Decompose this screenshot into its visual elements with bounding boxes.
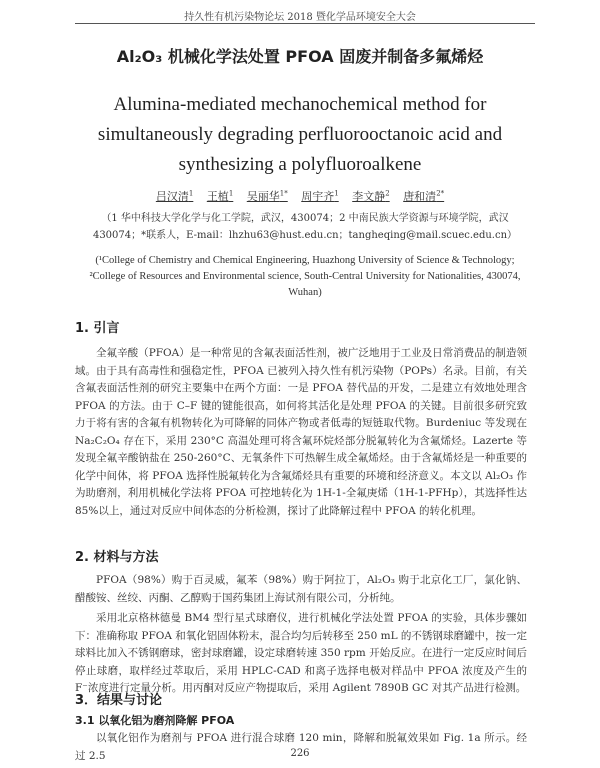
methods-paragraph-2: 采用北京格林德曼 BM4 型行星式球磨仪，进行机械化学法处置 PFOA 的实验，具体步骤如下：准确称取 PFOA 和氧化铝固体粉末，混合均匀后转移至 250 mL 的不锈钢球磨罐中，按一定球料比加入不锈钢磨球，密封球磨罐，设定球磨转速 350 rpm 开始反应。在进行一定反应时间后停止球磨，取样经过萃取后，采用 HPLC-CAD 和离子选择电极对样品中 PFOA 浓度及产生的 F⁻浓度进行定量分析。用丙酮对反应产物提取后，采用 Agilent 7890B GC 对其产品进行检测。 — [75, 612, 527, 694]
running-header: 持久性有机污染物论坛 2018 暨化学品环境安全大会 — [184, 12, 416, 23]
affiliation-line: (¹College of Chemistry and Chemical Engineering, Huazhong University of Science & Technology; — [95, 255, 515, 266]
title-chinese: Al₂O₃ 机械化学法处置 PFOA 固废并制备多氟烯烃 — [116, 47, 484, 66]
author: 唐和清$^{2*}$ — [403, 189, 445, 203]
section-heading-results: 3．结果与讨论 — [75, 693, 163, 708]
title-english — [0, 90, 600, 180]
intro-paragraph: 全氟辛酸（PFOA）是一种常见的含氟表面活性剂，被广泛地用于工业及日常消费品的制造领域。由于具有高毒性和强稳定性，PFOA 已被列入持久性有机污染物（POPs）名录。目前，有关含氟表面活性剂的研究主要集中在两个方面：一是 PFOA 替代品的开发，二是建立有效地处理含 PFOA 的方法。由于 C–F 键的键能很高，如何将其活化是处理 PFOA 的关键。目前很多研究致力于将有害的含氟有机物转化为可降解的同体产物或者低毒的短链取代物。Burdeniuc 等发现在 Na₂C₂O₄ 存在下，采用 230°C 高温处理可将含氟环烷烃部分脱氟转化为含氟烯烃。Lazerte 等发现全氟辛酸钠盐在 250-260°C、无氧条件下可热解生成全氟烯烃。由于含氟烯烃是一种重要的化学中间体，将 PFOA 选择性脱氟转化为含氟烯烃具有重要的环境和经济意义。本文以 Al₂O₃ 作为助磨剂，利用机械化学法将 PFOA 可控地转化为 1H-1-全氟庚烯（1H-1-PFHp），其选择性达 85%以上，通过对反应中间体态的分析检测，探讨了此降解过程中 PFOA 的转化机理。 — [75, 347, 527, 517]
results-paragraph: 以氧化铝作为磨剂与 PFOA 进行混合球磨 120 min，降解和脱氟效果如 Fig. 1a 所示。经过 2.5 — [75, 732, 527, 762]
author: 吴丽华$^{1*}$ — [246, 189, 288, 203]
section-heading-methods: 2. 材料与方法 — [75, 550, 159, 565]
title-english-line: synthesizing a polyfluoroalkene — [178, 154, 422, 175]
section-heading-intro: 1. 引言 — [75, 321, 120, 336]
author-list — [0, 188, 600, 204]
author: 王植$^1$ — [206, 189, 234, 203]
affiliation-line: ²College of Resources and Environmental science, South-Central University for Nationalities, 430074, — [89, 271, 521, 282]
subsection-heading: 3.1 以氧化铝为磨剂降解 PFOA — [75, 714, 235, 727]
author: 吕汉清$^1$ — [155, 189, 194, 203]
affiliation-chinese — [80, 210, 530, 244]
header-rule — [75, 23, 535, 24]
page-number: 226 — [290, 748, 310, 759]
affiliation-english — [75, 253, 535, 301]
affiliation-line: 430074；*联系人，E-mail：lhzhu63@hust.edu.cn；tangheqing@mail.scuec.edu.cn） — [92, 230, 518, 241]
title-english-line: simultaneously degrading perfluorooctanoic acid and — [97, 124, 503, 145]
author: 李文静$^2$ — [352, 189, 390, 203]
author: 周宇齐$^1$ — [301, 189, 339, 203]
methods-paragraph-1: PFOA（98%）购于百灵威，氟苯（98%）购于阿拉丁，Al₂O₃ 购于北京化工厂，氯化钠、醋酸铵、丝绞、丙酮、乙醇购于国药集团上海试剂有限公司，分析纯。 — [75, 574, 527, 604]
title-english-line: Alumina-mediated mechanochemical method for — [113, 94, 487, 115]
affiliation-line: Wuhan) — [288, 287, 322, 298]
affiliation-line: （1 华中科技大学化学与化工学院，武汉，430074；2 中南民族大学资源与环境学院，武汉 — [101, 213, 509, 224]
